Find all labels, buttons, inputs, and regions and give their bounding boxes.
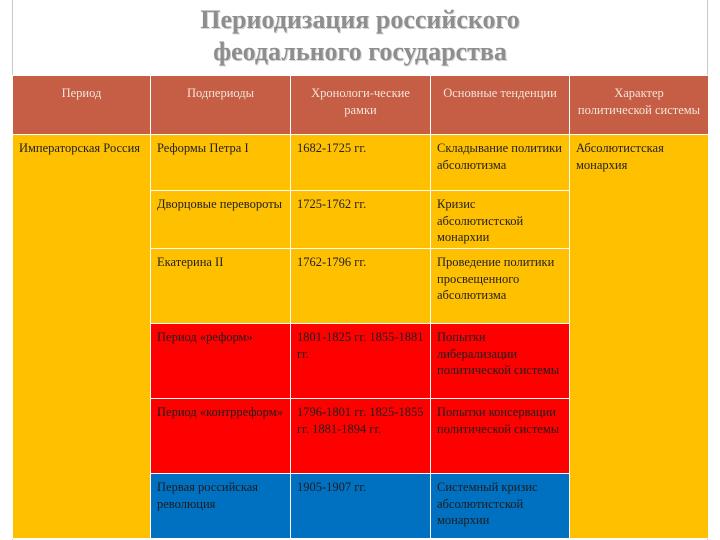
period-cell — [13, 135, 151, 539]
dates-text: 1801-1825 гг. 1855-1881 гг. — [297, 330, 424, 361]
subperiod-cell — [151, 191, 291, 249]
trend-cell — [431, 474, 570, 539]
dates-text: 1682-1725 гг. — [297, 141, 367, 155]
trend-cell — [431, 399, 570, 474]
trend-text: Попытки консервации политической системы — [437, 405, 560, 436]
dates-text: 1762-1796 гг. — [297, 255, 367, 269]
subperiod-text: Екатерина II — [157, 255, 224, 269]
dates-cell — [291, 324, 431, 399]
dates-cell — [291, 135, 431, 191]
dates-text: 1796-1801 гг. 1825-1855 гг. 1881-1894 гг. — [297, 405, 424, 436]
trend-cell — [431, 324, 570, 399]
trend-text: Системный кризис абсолютистской монархии — [437, 480, 538, 527]
subperiod-cell — [151, 135, 291, 191]
table-row — [13, 135, 709, 191]
subperiod-cell — [151, 474, 291, 539]
character-cell — [570, 135, 709, 539]
dates-cell — [291, 249, 431, 324]
subperiod-cell — [151, 324, 291, 399]
header-character: Характер политической системы — [570, 76, 709, 135]
title-line-1: Периодизация российского — [200, 5, 520, 34]
header-period: Период — [13, 76, 151, 135]
dates-cell — [291, 399, 431, 474]
page-title — [0, 4, 720, 68]
period-label: Императорская Россия — [19, 141, 141, 155]
subperiod-cell — [151, 249, 291, 324]
dates-cell — [291, 191, 431, 249]
subperiod-text: Первая российская революция — [157, 480, 259, 511]
header-dates: Хронологи-ческие рамки — [291, 76, 431, 135]
character-label: Абсолютистская монархия — [576, 141, 664, 172]
dates-text: 1725-1762 гг. — [297, 197, 367, 211]
header-trends: Основные тенденции — [431, 76, 570, 135]
subperiod-cell — [151, 399, 291, 474]
trend-text: Проведение политики просвещенного абсолютизма — [437, 255, 555, 302]
dates-cell — [291, 474, 431, 539]
subperiod-text: Дворцовые перевороты — [157, 197, 283, 211]
trend-cell — [431, 191, 570, 249]
subperiod-text: Реформы Петра I — [157, 141, 249, 155]
header-row — [13, 76, 709, 135]
header-subperiods: Подпериоды — [151, 76, 291, 135]
title-line-2: феодального государства — [213, 37, 507, 66]
trend-cell — [431, 135, 570, 191]
trend-text: Складывание политики абсолютизма — [437, 141, 562, 172]
subperiod-text: Период «реформ» — [157, 330, 253, 344]
trend-text: Попытки либерализации политической системы — [437, 330, 560, 377]
dates-text: 1905-1907 гг. — [297, 480, 367, 494]
trend-cell — [431, 249, 570, 324]
trend-text: Кризис абсолютистской монархии — [437, 197, 524, 244]
periodization-table — [12, 75, 709, 539]
subperiod-text: Период «контрреформ» — [157, 405, 283, 419]
